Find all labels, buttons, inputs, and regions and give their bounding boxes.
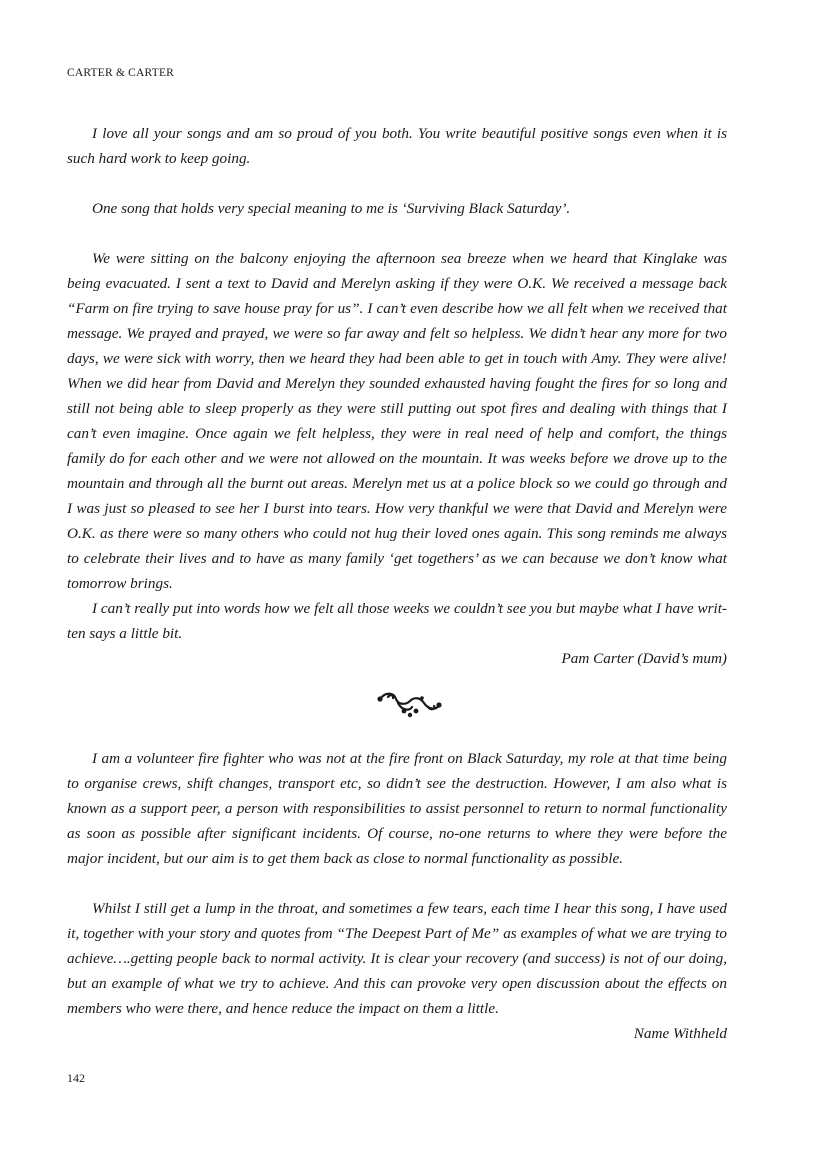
letter-1-paragraph-2: One song that holds very special meaning to me is ‘Surviving Black Saturday’. [92,200,571,217]
letter-2-signature: Name Withheld [633,1025,727,1042]
letter-2-paragraph-1: I am a volunteer fire fighter who was not at the fire front on Black Saturday, my role at that time being to organise crews, shift changes, transport etc, so didn’t see the destruction. However, I am also what is known as a support peer, a person with responsibilities to assist personnel to return to normal functionality as soon as possible after significant incidents. Of course, no-one returns to where they were before the major incident, but our aim is to get them back as close to normal functionality as possible. [67,750,727,867]
letter-1-paragraph-4: I can’t really put into words how we felt all those weeks we couldn’t see you but maybe what I have writ-ten says a little bit. [67,600,727,642]
fleuron-ornament-icon [376,689,442,719]
running-head: CARTER & CARTER [67,67,175,79]
page-number: 142 [67,1071,85,1085]
letter-1-paragraph-1: I love all your songs and am so proud of you both. You write beautiful positive songs even when it is such hard work to keep going. [67,125,727,167]
letter-2-paragraph-2: Whilst I still get a lump in the throat, and sometimes a few tears, each time I hear this song, I have used it, together with your story and quotes from “The Deepest Part of Me” as examples of what we are trying to achieve….getting people back to normal activity. It is clear your recovery (and success) is not of our doing, but an example of what we try to achieve. And this can provoke very open discussion about the effects on members who were there, and hence reduce the impact on them a little. [67,900,727,1017]
letter-1-signature: Pam Carter (David’s mum) [561,650,727,667]
letter-1-paragraph-3: We were sitting on the balcony enjoying the afternoon sea breeze when we heard that Kinglake was being evacuated. I sent a text to David and Merelyn asking if they were O.K. We received a message back “Farm on fire trying to save house pray for us”. I can’t even describe how we all felt when we received that message. We prayed and prayed, we were so far away and felt so helpless. We didn’t hear any more for two days, we were sick with worry, then we heard they had been able to get in touch with Amy. They were alive! When we did hear from David and Merelyn they sounded exhausted having fought the fires for so long and still not being able to sleep properly as they were still putting out spot fires and dealing with things that I can’t even imagine. Once again we felt helpless, they were in real need of help and comfort, the things family do for each other and we were not allowed on the mountain. It was weeks before we drove up to the mountain and through all the burnt out areas. Merelyn met us at a police block so we could go through and I was just so pleased to see her I burst into tears. How very thankful we were that David and Merelyn were O.K. as there were so many others who could not hug their loved ones again. This song reminds me always to celebrate their lives and to have as many family ‘get togethers’ as we can because we don’t know what tomorrow brings. [67,250,727,592]
